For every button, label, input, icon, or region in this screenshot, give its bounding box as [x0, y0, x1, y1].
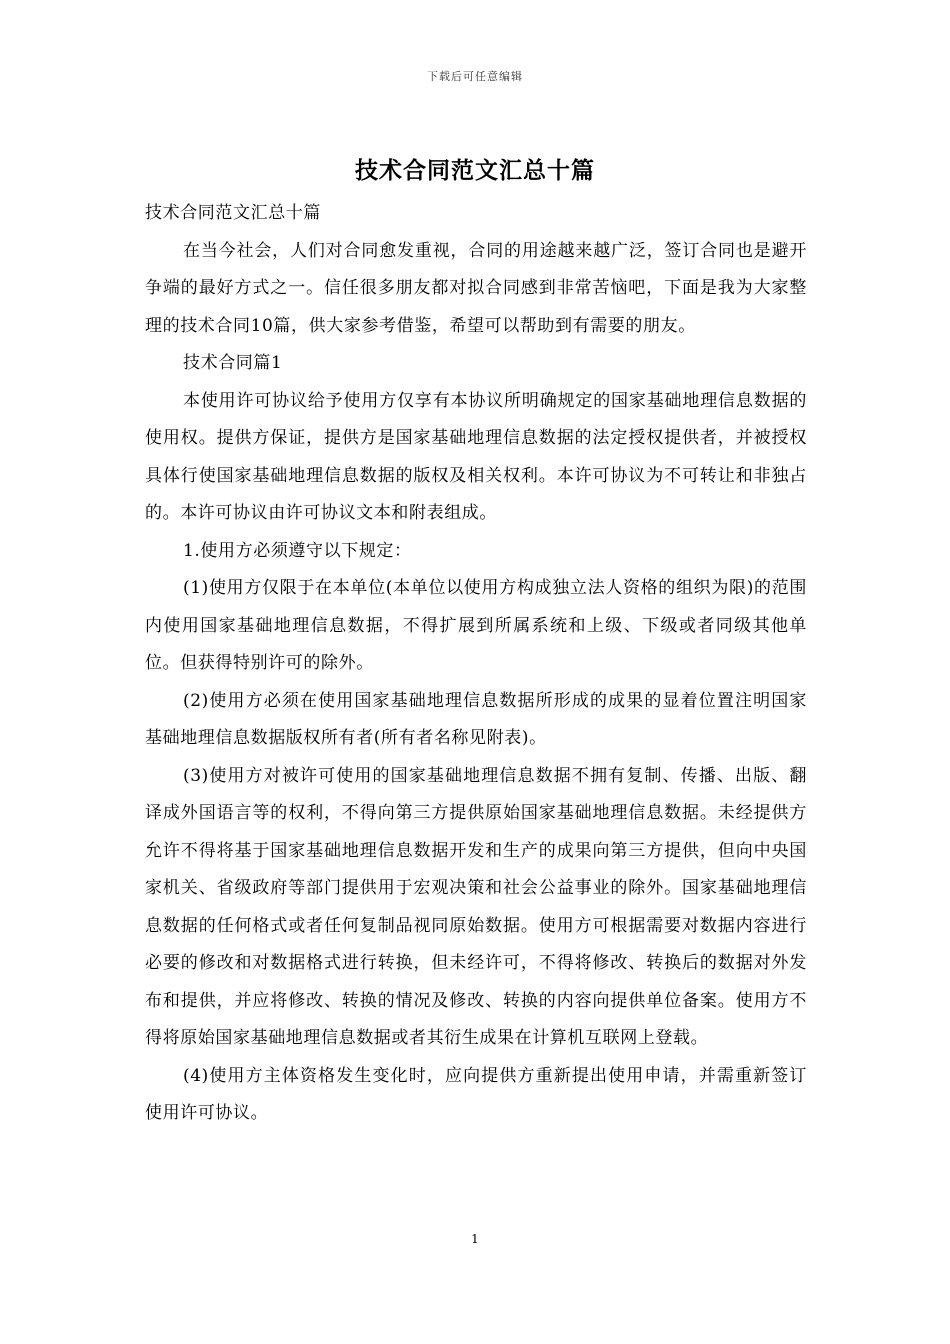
section-heading: 技术合同篇1 — [183, 353, 283, 373]
intro-paragraph: 在当今社会，人们对合同愈发重视，合同的用途越来越广泛，签订合同也是避开争端的最好方式之一。信任很多朋友都对拟合同感到非常苦恼吧，下面是我为大家整理的技术合同10篇，供大家参考借鉴，希望可以帮助到有需要的朋友。 — [145, 240, 807, 336]
document-body — [145, 195, 807, 1133]
clause-heading: 1.使用方必须遵守以下规定： — [183, 540, 412, 561]
page-header: 下载后可任意编辑 — [427, 70, 523, 83]
clause-item: (1)使用方仅限于在本单位(本单位以使用方构成独立法人资格的组织为限)的范围内使用国家基础地理信息数据，不得扩展到所属系统和上级、下级或者同级其他单位。但获得特别许可的除外。 — [145, 578, 807, 673]
clause-item: (3)使用方对被许可使用的国家基础地理信息数据不拥有复制、传播、出版、翻译成外国语言等的权利，不得向第三方提供原始国家基础地理信息数据。未经提供方允许不得将基于国家基础地理信息数据开发和生产的成果向第三方提供，但向中央国家机关、省级政府等部门提供用于宏观决策和社会公益事业的除外。国家基础地理信息数据的任何格式或者任何复制品视同原始数据。使用方可根据需要对数据内容进行必要的修改和对数据格式进行转换，但未经许可，不得将修改、转换后的数据对外发布和提供，并应将修改、转换的情况及修改、转换的内容向提供单位备案。使用方不得将原始国家基础地理信息数据或者其衍生成果在计算机互联网上登载。 — [145, 765, 807, 1048]
document-title: 技术合同范文汇总十篇 — [355, 157, 595, 184]
clause-item: (2)使用方必须在使用国家基础地理信息数据所形成的成果的显着位置注明国家基础地理信息数据版权所有者(所有者名称见附表)。 — [145, 690, 807, 748]
subtitle-paragraph: 技术合同范文汇总十篇 — [145, 203, 321, 223]
clause-item: (4)使用方主体资格发生变化时，应向提供方重新提出使用申请，并需重新签订使用许可协议。 — [145, 1065, 807, 1123]
body-paragraph: 本使用许可协议给予使用方仅享有本协议所明确规定的国家基础地理信息数据的使用权。提供方保证，提供方是国家基础地理信息数据的法定授权提供者，并被授权具体行使国家基础地理信息数据的版权及相关权利。本许可协议为不可转让和非独占的。本许可协议由许可协议文本和附表组成。 — [145, 390, 807, 523]
page-number: 1 — [471, 1232, 479, 1246]
